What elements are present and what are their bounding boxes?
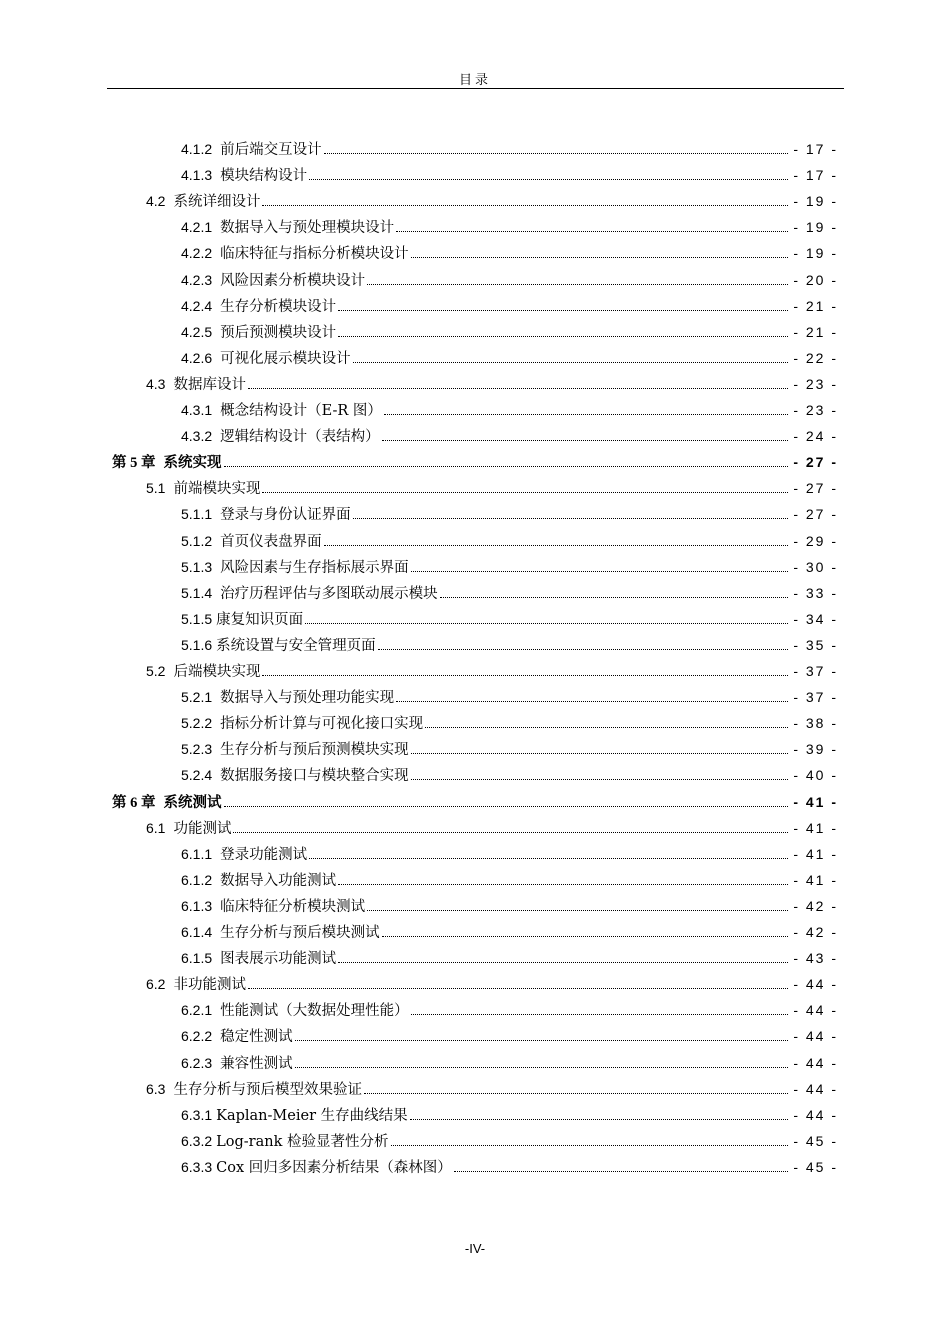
toc-entry-number: 5.1 [146, 480, 166, 497]
toc-entry-title: 登录与身份认证界面 [220, 507, 351, 524]
dot-leader [411, 257, 788, 258]
toc-entry-title: 风险因素分析模块设计 [220, 272, 366, 289]
dot-leader [309, 858, 788, 859]
toc-entry-page: - 39 - [793, 741, 838, 758]
toc-entry[interactable] [181, 1104, 838, 1126]
dot-leader [410, 1119, 788, 1120]
toc-entry-page: - 41 - [793, 871, 838, 888]
toc-entry[interactable] [181, 999, 838, 1021]
toc-entry[interactable] [181, 869, 838, 891]
toc-entry-number: 4.2.1 [181, 219, 213, 236]
toc-entry-page: - 40 - [793, 767, 838, 784]
toc-entry-page: - 19 - [793, 245, 838, 262]
toc-entry-number: 第 6 章 [112, 794, 156, 811]
dot-leader [248, 988, 788, 989]
toc-entry-number: 4.2.6 [181, 349, 213, 366]
toc-entry-number: 4.2.4 [181, 297, 213, 314]
toc-entry[interactable] [181, 712, 838, 734]
dot-leader [248, 388, 788, 389]
dot-leader [425, 727, 788, 728]
page-number: -IV- [464, 1241, 486, 1256]
toc-entry-title: 系统测试 [163, 793, 222, 811]
toc-entry-page: - 41 - [793, 819, 838, 836]
toc-entry[interactable] [181, 764, 838, 786]
dot-leader [353, 518, 788, 519]
toc-entry-number: 6.1.3 [181, 897, 213, 914]
dot-leader [353, 362, 788, 363]
dot-leader [233, 832, 788, 833]
toc-entry-title: 稳定性测试 [220, 1029, 293, 1046]
toc-entry-title: 数据库设计 [173, 376, 246, 393]
toc-entry-number: 5.2.3 [181, 741, 213, 758]
toc-entry-title: 非功能测试 [173, 977, 246, 994]
toc-entry-page: - 44 - [793, 1106, 838, 1123]
toc-entry-number: 第 5 章 [112, 455, 156, 472]
toc-entry-number: 6.3.1 [181, 1106, 213, 1123]
toc-entry-number: 5.1.2 [181, 532, 213, 549]
toc-entry-page: - 24 - [793, 428, 838, 445]
toc-entry[interactable] [181, 556, 838, 578]
toc-entry-title: Cox 回归多因素分析结果（森林图） [216, 1159, 452, 1176]
toc-entry[interactable] [181, 530, 838, 552]
toc-entry[interactable] [181, 921, 838, 943]
toc-entry-page: - 19 - [793, 193, 838, 210]
toc-entry-number: 5.1.1 [181, 506, 213, 523]
dot-leader [338, 336, 788, 337]
dot-leader [411, 779, 788, 780]
toc-entry-number: 6.3.2 [181, 1132, 213, 1149]
toc-entry-number: 6.3.3 [181, 1158, 213, 1175]
toc-entry-number: 5.1.5 [181, 610, 213, 627]
toc-entry-page: - 21 - [793, 297, 838, 314]
dot-leader [338, 962, 788, 963]
dot-leader [295, 1067, 788, 1068]
toc-entry-title: 图表展示功能测试 [220, 951, 337, 968]
toc-entry-title: 临床特征分析模块测试 [220, 898, 366, 915]
toc-entry-page: - 37 - [793, 689, 838, 706]
toc-entry-number: 5.1.3 [181, 558, 213, 575]
toc-entry[interactable] [181, 895, 838, 917]
dot-leader [378, 649, 788, 650]
dot-leader [262, 492, 788, 493]
dot-leader [338, 884, 788, 885]
toc-entry[interactable] [181, 843, 838, 865]
toc-entry-title: 生存分析与预后模块测试 [220, 925, 380, 941]
toc-entry-title: 模块结构设计 [220, 168, 308, 185]
toc-entry-number: 4.3.1 [181, 402, 213, 418]
toc-entry[interactable] [181, 738, 838, 760]
dot-leader [262, 205, 788, 206]
toc-entry[interactable] [146, 817, 838, 839]
toc-entry-title: 后端模块实现 [173, 664, 261, 680]
toc-entry-number: 4.1.2 [181, 141, 213, 157]
toc-entry-page: - 41 - [793, 845, 838, 862]
dot-leader [382, 936, 788, 937]
toc-entry-title: 系统实现 [163, 454, 222, 472]
toc-entry-page: - 44 - [793, 1054, 838, 1071]
toc-entry-page: - 37 - [793, 663, 838, 679]
toc-entry-page: - 33 - [793, 584, 838, 601]
toc-entry[interactable] [146, 660, 838, 682]
toc-entry-page: - 23 - [793, 402, 838, 418]
toc-entry[interactable] [181, 1156, 838, 1178]
toc-entry-number: 5.1.6 [181, 636, 213, 653]
toc-entry-title: 系统详细设计 [173, 194, 261, 211]
dot-leader [309, 179, 788, 180]
toc-entry[interactable] [146, 373, 838, 395]
header-rule [107, 88, 844, 89]
dot-leader [382, 440, 788, 441]
toc-entry-title: 临床特征与指标分析模块设计 [220, 246, 409, 263]
toc-entry-number: 6.1.4 [181, 924, 213, 940]
toc-entry[interactable] [181, 634, 838, 656]
toc-entry-number: 4.3 [146, 375, 166, 392]
toc-entry[interactable] [181, 399, 838, 421]
toc-entry-number: 4.2.2 [181, 245, 213, 262]
toc-entry-title: 数据导入功能测试 [220, 872, 337, 889]
toc-entry-page: - 44 - [793, 1080, 838, 1097]
toc-entry-title: 生存分析与预后模型效果验证 [173, 1081, 362, 1098]
toc-entry-page: - 45 - [793, 1132, 838, 1149]
toc-entry[interactable] [181, 295, 838, 317]
toc-entry-title: 生存分析与预后预测模块实现 [220, 742, 409, 759]
toc-entry-number: 6.1 [146, 819, 166, 836]
toc-entry-page: - 17 - [793, 141, 838, 157]
toc-entry-page: - 27 - [793, 480, 838, 497]
toc-entry[interactable] [181, 608, 838, 630]
toc-entry-page: - 30 - [793, 558, 838, 575]
toc-entry-page: - 20 - [793, 271, 838, 288]
toc-entry-page: - 23 - [793, 375, 838, 392]
toc-entry-title: 数据导入与预处理模块设计 [220, 220, 395, 237]
toc-entry-number: 6.2.2 [181, 1028, 213, 1045]
dot-leader [324, 153, 788, 154]
toc-entry[interactable] [112, 791, 838, 813]
toc-entry[interactable] [181, 503, 838, 525]
toc-entry[interactable] [181, 1052, 838, 1074]
toc-entry[interactable] [181, 321, 838, 343]
toc-entry-title: 预后预测模块设计 [220, 324, 337, 341]
toc-entry-number: 6.2.3 [181, 1054, 213, 1071]
dot-leader [396, 231, 788, 232]
dot-leader [367, 284, 788, 285]
toc-entry-number: 4.3.2 [181, 428, 213, 445]
toc-entry-title: 系统设置与安全管理页面 [216, 637, 376, 654]
toc-entry-title: 逻辑结构设计（表结构） [220, 429, 380, 446]
dot-leader [411, 753, 788, 754]
toc-entry-title: 数据服务接口与模块整合实现 [220, 768, 409, 785]
toc-entry-title: 前端模块实现 [173, 481, 261, 498]
toc-entry-number: 5.1.4 [181, 584, 213, 601]
toc-entry[interactable] [181, 582, 838, 604]
toc-entry-page: - 21 - [793, 323, 838, 340]
toc-entry-title: Kaplan-Meier 生存曲线结果 [216, 1107, 408, 1124]
toc-entry[interactable] [181, 947, 838, 969]
dot-leader [224, 466, 789, 467]
toc-entry[interactable] [146, 190, 838, 212]
dot-leader [305, 623, 788, 624]
toc-entry[interactable] [146, 1078, 838, 1100]
toc-entry-page: - 34 - [793, 610, 838, 627]
toc-entry[interactable] [181, 269, 838, 291]
toc-entry[interactable] [181, 1025, 838, 1047]
toc-entry-page: - 29 - [793, 532, 838, 549]
toc-entry-number: 6.2 [146, 976, 166, 993]
toc-entry[interactable] [181, 347, 838, 369]
toc-entry-title: 风险因素与生存指标展示界面 [220, 559, 409, 576]
dot-leader [411, 1014, 788, 1015]
toc-entry-number: 6.2.1 [181, 1002, 213, 1019]
toc-entry-title: 康复知识页面 [216, 611, 304, 628]
dot-leader [396, 701, 788, 702]
toc-entry-page: - 41 - [793, 793, 838, 810]
toc-entry-page: - 27 - [793, 506, 838, 523]
toc-entry-page: - 17 - [793, 167, 838, 184]
toc-entry-page: - 19 - [793, 219, 838, 236]
dot-leader [367, 910, 788, 911]
toc-entry[interactable] [112, 451, 838, 473]
toc-entry[interactable] [181, 164, 838, 186]
toc-entry-number: 5.2 [146, 663, 166, 679]
toc-entry-title: 概念结构设计（E-R 图） [220, 403, 382, 419]
toc-entry-page: - 42 - [793, 897, 838, 914]
toc-entry-number: 4.1.3 [181, 167, 213, 184]
dot-leader [262, 675, 788, 676]
toc-entry[interactable] [146, 477, 838, 499]
toc-entry-number: 5.2.1 [181, 689, 213, 706]
toc-entry-number: 4.2.3 [181, 271, 213, 288]
toc-entry-page: - 45 - [793, 1158, 838, 1175]
toc-entry-title: 首页仪表盘界面 [220, 533, 322, 550]
toc-entry[interactable] [181, 1130, 838, 1152]
toc-entry-number: 6.3 [146, 1080, 166, 1097]
toc-entry[interactable] [181, 242, 838, 264]
page-header-title: 目录 [458, 73, 491, 88]
toc-entry-title: 治疗历程评估与多图联动展示模块 [220, 585, 438, 602]
toc-entry[interactable] [146, 973, 838, 995]
toc-entry-number: 5.2.2 [181, 715, 213, 732]
toc-entry-page: - 42 - [793, 924, 838, 940]
toc-entry-title: 可视化展示模块设计 [220, 350, 351, 367]
toc-entry[interactable] [181, 216, 838, 238]
toc-entry-page: - 38 - [793, 715, 838, 732]
toc-entry[interactable] [181, 138, 838, 160]
toc-entry-title: 前后端交互设计 [220, 142, 322, 158]
toc-entry-number: 6.1.1 [181, 845, 213, 862]
toc-entry-number: 4.2.5 [181, 323, 213, 340]
toc-entry-page: - 43 - [793, 950, 838, 967]
toc-entry[interactable] [181, 425, 838, 447]
toc-entry-page: - 44 - [793, 1028, 838, 1045]
dot-leader [440, 597, 788, 598]
dot-leader [224, 806, 789, 807]
dot-leader [338, 310, 788, 311]
dot-leader [384, 414, 788, 415]
toc-entry-title: 指标分析计算与可视化接口实现 [220, 716, 424, 733]
toc-entry-page: - 44 - [793, 976, 838, 993]
toc-entry-page: - 22 - [793, 349, 838, 366]
toc-entry-title: 兼容性测试 [220, 1055, 293, 1072]
toc-entry-title: 性能测试（大数据处理性能） [220, 1003, 409, 1020]
toc-entry-title: Log-rank 检验显著性分析 [216, 1133, 389, 1150]
toc-entry-page: - 27 - [793, 454, 838, 471]
toc-entry-number: 4.2 [146, 193, 166, 210]
toc-entry-number: 5.2.4 [181, 767, 213, 784]
dot-leader [391, 1145, 789, 1146]
toc-entry-page: - 44 - [793, 1002, 838, 1019]
toc-entry-page: - 35 - [793, 636, 838, 653]
dot-leader [324, 545, 788, 546]
toc-entry-title: 登录功能测试 [220, 846, 308, 863]
dot-leader [454, 1171, 788, 1172]
dot-leader [295, 1040, 788, 1041]
toc-entry-number: 6.1.2 [181, 871, 213, 888]
dot-leader [364, 1093, 788, 1094]
toc-entry[interactable] [181, 686, 838, 708]
dot-leader [411, 571, 788, 572]
toc-entry-title: 生存分析模块设计 [220, 298, 337, 315]
toc-entry-number: 6.1.5 [181, 950, 213, 967]
toc-entry-title: 功能测试 [173, 820, 232, 837]
toc-entry-title: 数据导入与预处理功能实现 [220, 690, 395, 707]
